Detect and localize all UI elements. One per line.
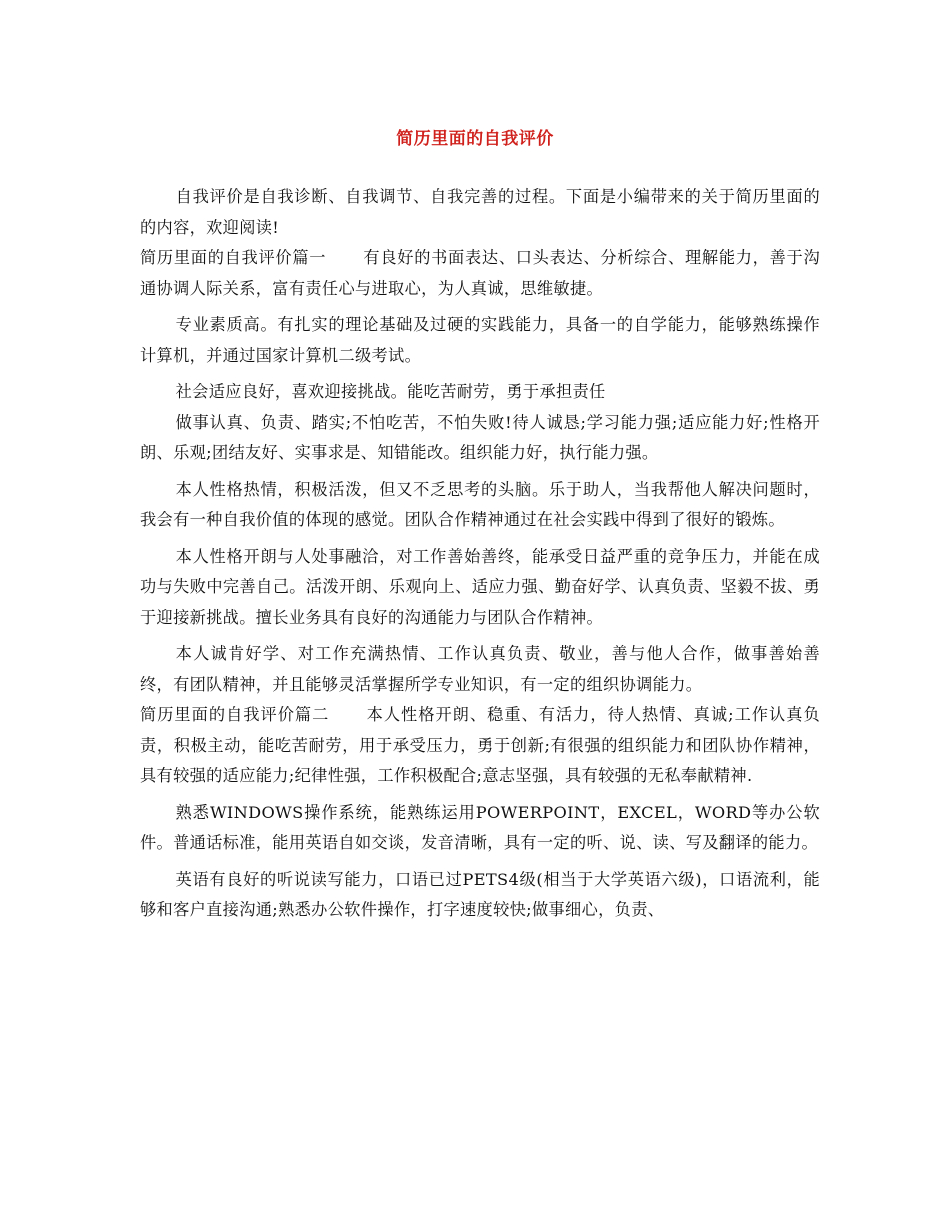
paragraph: 本人诚肯好学、对工作充满热情、工作认真负责、敬业，善与他人合作，做事善始善终，有团队精神，并且能够灵活掌握所学专业知识，有一定的组织协调能力。 — [140, 644, 820, 694]
document-title: 简历里面的自我评价 — [396, 129, 554, 149]
section-heading-2: 简历里面的自我评价篇二 — [140, 705, 330, 724]
paragraph: 本人性格热情，积极活泼，但又不乏思考的头脑。乐于助人，当我帮他人解决问题时，我会有一种自我价值的体现的感觉。团队合作精神通过在社会实践中得到了很好的锻炼。 — [140, 479, 820, 529]
paragraph-text: 有良好的书面表达、口头表达、分析综合、理解能力，善于沟通协调人际关系，富有责任心与进取心，为人真诚，思维敏捷。 — [140, 248, 820, 298]
paragraph-section-1 — [140, 243, 820, 304]
paragraph-text: 本人性格开朗、稳重、有活力，待人热情、真诚;工作认真负责，积极主动，能吃苦耐劳，用于承受压力，勇于创新;有很强的组织能力和团队协作精神，具有较强的适应能力;纪律性强，工作积极配合;意志坚强，具有较强的无私奉献精神. — [140, 705, 820, 785]
paragraph: 英语有良好的听说读写能力，口语已过PETS4级(相当于大学英语六级)，口语流利，能够和客户直接沟通;熟悉办公软件操作，打字速度较快;做事细心，负责、 — [140, 869, 820, 919]
paragraph-intro: 自我评价是自我诊断、自我调节、自我完善的过程。下面是小编带来的关于简历里面的的内容，欢迎阅读! — [140, 187, 820, 237]
section-heading-1: 简历里面的自我评价篇一 — [140, 248, 327, 267]
paragraph: 社会适应良好，喜欢迎接挑战。能吃苦耐劳，勇于承担责任 — [175, 382, 606, 401]
paragraph: 本人性格开朗与人处事融洽，对工作善始善终，能承受日益严重的竞争压力，并能在成功与失败中完善自己。活泼开朗、乐观向上、适应力强、勤奋好学、认真负责、坚毅不拔、勇于迎接新挑战。擅长业务具有良好的沟通能力与团队合作精神。 — [140, 546, 820, 627]
paragraph-section-2 — [140, 700, 820, 792]
document-body — [140, 182, 820, 926]
paragraph: 专业素质高。有扎实的理论基础及过硬的实践能力，具备一的自学能力，能够熟练操作计算机，并通过国家计算机二级考试。 — [140, 315, 820, 365]
paragraph: 熟悉WINDOWS操作系统，能熟练运用POWERPOINT，EXCEL，WORD等办公软件。普通话标准，能用英语自如交谈，发音清晰，具有一定的听、说、读、写及翻译的能力。 — [140, 802, 820, 852]
paragraph: 做事认真、负责、踏实;不怕吃苦，不怕失败!待人诚恳;学习能力强;适应能力好;性格开朗、乐观;团结友好、实事求是、知错能改。组织能力好，执行能力强。 — [140, 412, 820, 462]
